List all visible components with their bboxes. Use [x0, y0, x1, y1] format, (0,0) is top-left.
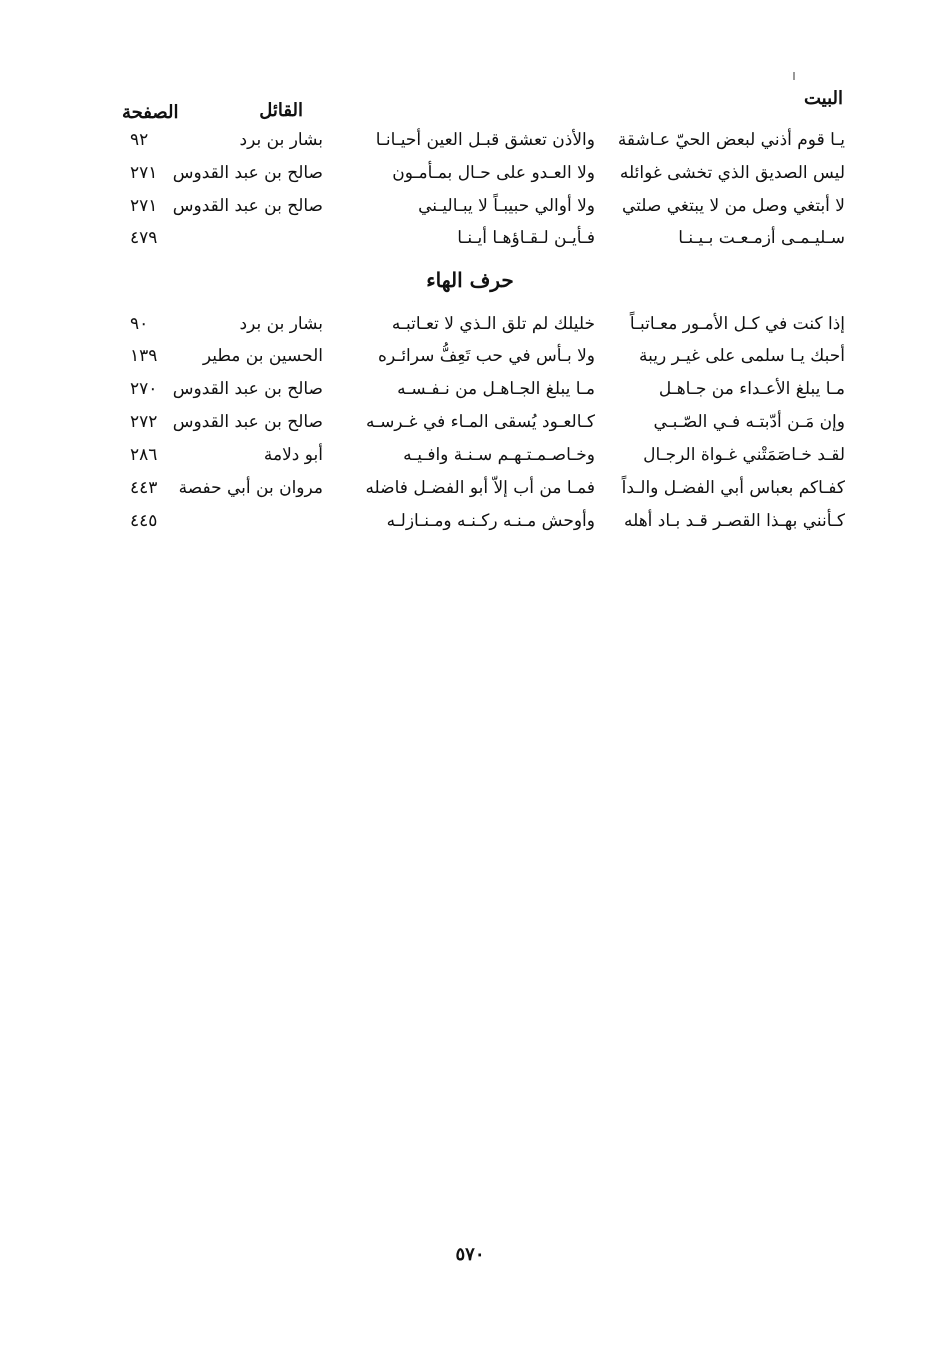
page-number: ٩٢ — [130, 130, 149, 150]
section-title: حرف الهاء — [426, 268, 514, 292]
poet-name: أبو دلامة — [263, 445, 323, 465]
hemistich-first: وإن مَـن أدّبتـه فـي الصّـبـي — [653, 412, 845, 432]
hemistich-first: سـليـمـى أزمـعـت بـيـنـا — [678, 228, 845, 248]
verse-row — [0, 445, 940, 479]
page-number: ٢٨٦ — [130, 445, 158, 465]
hemistich-first: لا أبتغي وصل من لا يبتغي صلتي — [621, 196, 845, 216]
hemistich-second: فمـا من أب إلاّ أبو الفضـل فاضله — [365, 478, 595, 498]
header-page: الصفحة — [122, 102, 179, 123]
hemistich-first: إذا كنت في كـل الأمـور معـاتبـاً — [629, 314, 845, 334]
footer-page-number: ٥٧٠ — [455, 1244, 485, 1265]
poet-name: بشار بن برد — [239, 314, 323, 334]
page-number: ٤٤٣ — [130, 478, 158, 498]
verse-row — [0, 511, 940, 545]
poet-name: صالح بن عبد القدوس — [172, 196, 323, 216]
hemistich-second: والأذن تعشق قبـل العين أحيـانـا — [375, 130, 595, 150]
hemistich-second: وخـاصـمـتـهـم سـنـة وافـيـه — [403, 445, 595, 465]
hemistich-first: ليس الصديق الذي تخشى غوائله — [619, 163, 845, 183]
page-number: ٩٠ — [130, 314, 149, 334]
verse-row — [0, 196, 940, 230]
page-number: ٤٧٩ — [130, 228, 158, 248]
page-number: ٢٧٠ — [130, 379, 158, 399]
verse-row — [0, 314, 940, 348]
hemistich-second: كـالعـود يُسقى المـاء في غـرسـه — [365, 412, 595, 432]
hemistich-second: ولا العـدو على حـال بمـأمـون — [392, 163, 595, 183]
header-poet: القائل — [259, 100, 303, 121]
hemistich-first: يـا قوم أذني لبعض الحيّ عـاشقة — [617, 130, 845, 150]
verse-row — [0, 228, 940, 262]
hemistich-second: وأوحش مـنـه ركـنـه ومـنـازلـه — [386, 511, 595, 531]
poet-name: مروان بن أبي حفصة — [178, 478, 323, 498]
hemistich-first: كفـاكم بعباس أبي الفضـل والـداً — [621, 478, 845, 498]
poet-name: صالح بن عبد القدوس — [172, 379, 323, 399]
page-number: ٤٤٥ — [130, 511, 158, 531]
hemistich-first: كـأنني بهـذا القصـر قـد بـاد أهله — [623, 511, 845, 531]
hemistich-first: مـا يبلغ الأعـداء من جـاهـل — [658, 379, 845, 399]
hemistich-second: ولا أوالي حبيبـاً لا يبـاليـني — [418, 196, 595, 216]
verse-row — [0, 346, 940, 380]
poet-name: بشار بن برد — [239, 130, 323, 150]
header-bayt: البيت — [803, 88, 843, 109]
verse-row — [0, 163, 940, 197]
page-number: ٢٧١ — [130, 163, 158, 183]
hemistich-second: خليلك لم تلق الـذي لا تعـاتبـه — [391, 314, 595, 334]
hemistich-second: مـا يبلغ الجـاهـل من نـفـسـه — [397, 379, 595, 399]
hemistich-second: ولا بـأس في حب تَعِفُّ سرائـره — [378, 346, 595, 366]
poet-name: الحسين بن مطير — [202, 346, 323, 366]
poet-name: صالح بن عبد القدوس — [172, 163, 323, 183]
verse-row — [0, 412, 940, 446]
scan-mark — [793, 72, 795, 80]
poet-name: صالح بن عبد القدوس — [172, 412, 323, 432]
page-number: ١٣٩ — [130, 346, 158, 366]
verse-row — [0, 478, 940, 512]
page-number: ٢٧٢ — [130, 412, 158, 432]
verse-row — [0, 379, 940, 413]
hemistich-second: فـأيـن لـقـاؤهـا أيـنـا — [457, 228, 595, 248]
page-number: ٢٧١ — [130, 196, 158, 216]
verse-row — [0, 130, 940, 164]
hemistich-first: أحبك يـا سلمى على غيـر ريبة — [639, 346, 845, 366]
hemistich-first: لقـد خـاصَمَتْني غـواة الرجـال — [643, 445, 845, 465]
